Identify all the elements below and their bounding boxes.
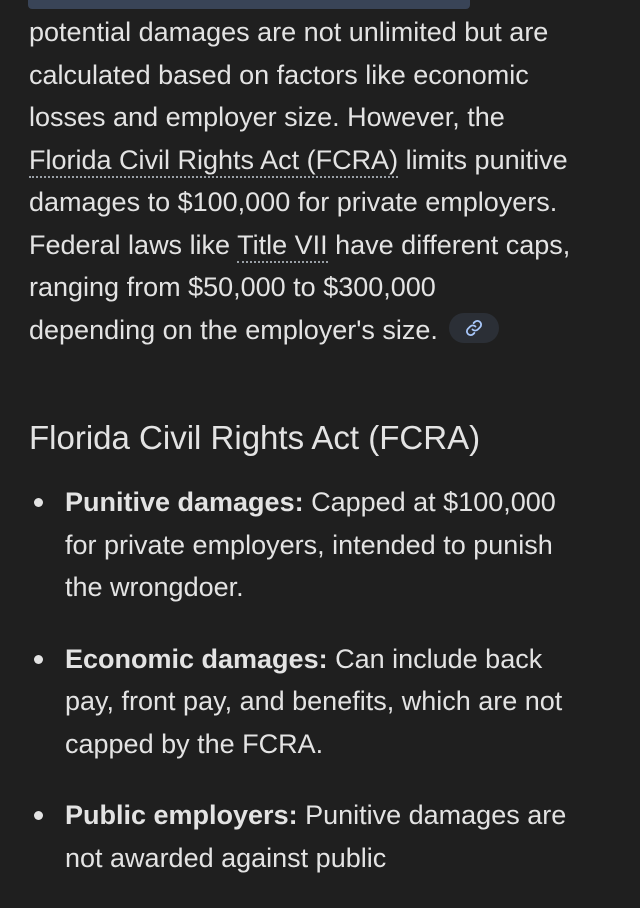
paragraph-line xyxy=(29,309,619,352)
list-item xyxy=(0,638,640,766)
list-item xyxy=(0,794,640,879)
list-item xyxy=(0,481,640,609)
paragraph-line: ranging from $50,000 to $300,000 xyxy=(29,272,436,302)
bullet-list xyxy=(0,481,640,908)
paragraph-text: have different caps, xyxy=(327,229,571,260)
bullet-line: pay, front pay, and benefits, which are not xyxy=(65,686,563,716)
link-icon xyxy=(465,319,483,337)
answer-paragraph xyxy=(29,11,619,351)
paragraph-line: losses and employer size. However, the xyxy=(29,102,505,132)
title-vii-link[interactable]: Title VII xyxy=(237,230,328,263)
bullet-line xyxy=(65,638,640,681)
bullet-line xyxy=(65,794,640,837)
bullet-icon xyxy=(34,655,43,664)
bullet-icon xyxy=(34,811,43,820)
bullet-label: Economic damages: xyxy=(65,643,328,674)
bullet-line: the wrongdoer. xyxy=(65,572,244,602)
section-heading: Florida Civil Rights Act (FCRA) xyxy=(29,419,481,456)
paragraph-line xyxy=(29,139,619,182)
fcra-link[interactable]: Florida Civil Rights Act (FCRA) xyxy=(29,145,398,178)
bullet-text: Can include back xyxy=(327,643,543,674)
paragraph-text: depending on the employer's size. xyxy=(29,314,438,345)
bullet-text: Capped at $100,000 xyxy=(303,487,556,517)
bullet-line: for private employers, intended to punish xyxy=(65,529,553,560)
paragraph-line: calculated based on factors like economic xyxy=(29,59,529,90)
paragraph-line: potential damages are not unlimited but are xyxy=(29,17,549,47)
paragraph-text: limits punitive xyxy=(398,144,568,175)
bullet-line: capped by the FCRA. xyxy=(65,728,324,759)
paragraph-line: damages to $100,000 for private employers. xyxy=(29,187,558,217)
bullet-line: not awarded against public xyxy=(65,842,387,873)
bullet-label: Public employers: xyxy=(65,800,298,830)
paragraph-line xyxy=(29,224,619,267)
bullet-label: Punitive damages: xyxy=(65,487,304,517)
paragraph-text: Federal laws like xyxy=(29,229,238,260)
bullet-text: Punitive damages are xyxy=(297,800,567,830)
bullet-icon xyxy=(34,498,43,507)
source-link-chip[interactable] xyxy=(449,313,499,343)
selected-text-highlight xyxy=(28,0,470,9)
bullet-line xyxy=(65,481,640,524)
